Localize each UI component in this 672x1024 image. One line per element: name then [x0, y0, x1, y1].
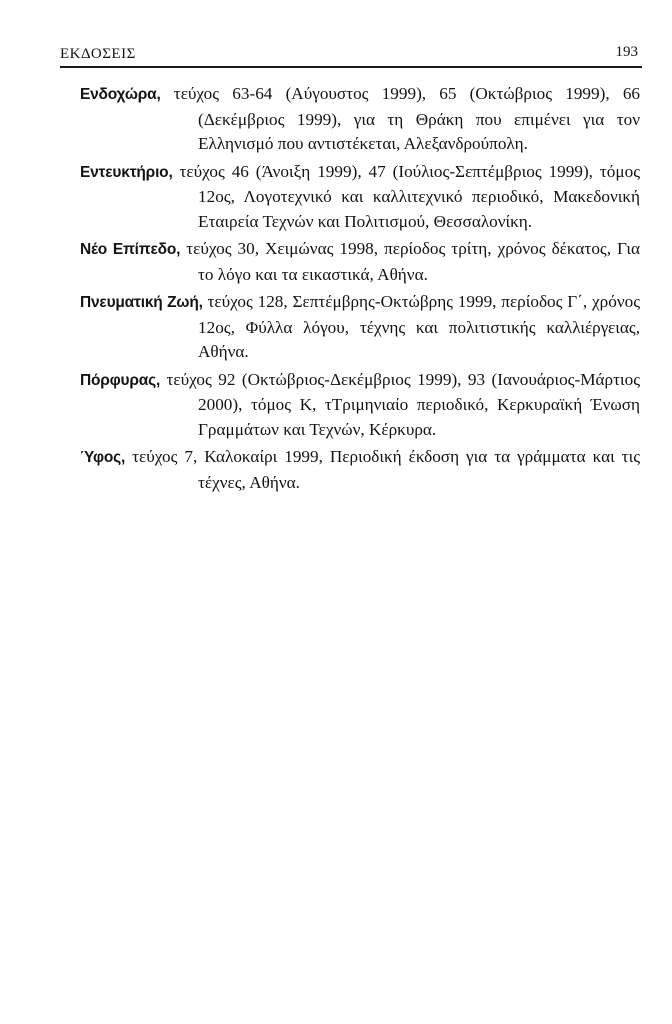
publication-title: Νέο Επίπεδο,: [80, 241, 181, 258]
publications-list: [80, 82, 640, 498]
publication-details: τεύχος 63-64 (Αύγουστος 1999), 65 (Οκτώβριος 1999), 66 (Δεκέμβριος 1999), για τη Θράκη που επιμένει για τον Ελληνισμό που αντιστέκεται, Αλεξανδρούπολη.: [173, 84, 641, 153]
publication-title: Ενδοχώρα,: [80, 86, 161, 103]
running-header: [60, 42, 642, 66]
publication-entry: [80, 368, 640, 443]
publication-details: τεύχος 128, Σεπτέμβρης-Οκτώβρης 1999, περίοδος Γ΄, χρόνος 12ος, Φύλλα λόγου, τέχνης και πολιτιστικής καλλιέργειας, Αθήνα.: [198, 292, 641, 361]
header-title: ΕΚΔΟΣΕΙΣ: [60, 46, 136, 62]
publication-entry: [80, 82, 640, 157]
publication-title: Πόρφυρας,: [80, 371, 161, 389]
publication-details: τεύχος 46 (Άνοιξη 1999), 47 (Ιούλιος-Σεπτέμβριος 1999), τόμος 12ος, Λογοτεχνικό και καλλιτεχνικό περιοδικό, Μακεδονική Εταιρεία Τεχνών και Πολιτισμού, Θεσσαλονίκη.: [179, 161, 640, 231]
publication-title: Ύφος,: [80, 449, 126, 466]
header-rule: [60, 66, 642, 68]
publication-details: τεύχος 7, Καλοκαίρι 1999, Περιοδική έκδοση για τα γράμματα και τις τέχνες, Αθήνα.: [132, 447, 640, 492]
publication-title: Εντευκτήριο,: [80, 163, 173, 181]
publication-entry: [80, 160, 640, 235]
publication-title: Πνευματική Ζωή,: [80, 294, 203, 311]
publication-details: τεύχος 30, Χειμώνας 1998, περίοδος τρίτη, χρόνος δέκατος, Για το λόγο και τα εικαστικά, Αθήνα.: [186, 239, 640, 284]
publication-entry: [80, 445, 640, 495]
publication-entry: [80, 290, 640, 365]
page-number: 193: [615, 44, 638, 60]
publication-entry: [80, 237, 640, 287]
publication-details: τεύχος 92 (Οκτώβριος-Δεκέμβριος 1999), 93 (Ιανουάριος-Μάρτιος 2000), τόμος Κ, τΤριμηνιαίο περιοδικό, Κερκυραϊκή Ένωση Γραμμάτων και Τεχνών, Κέρκυρα.: [166, 369, 641, 439]
